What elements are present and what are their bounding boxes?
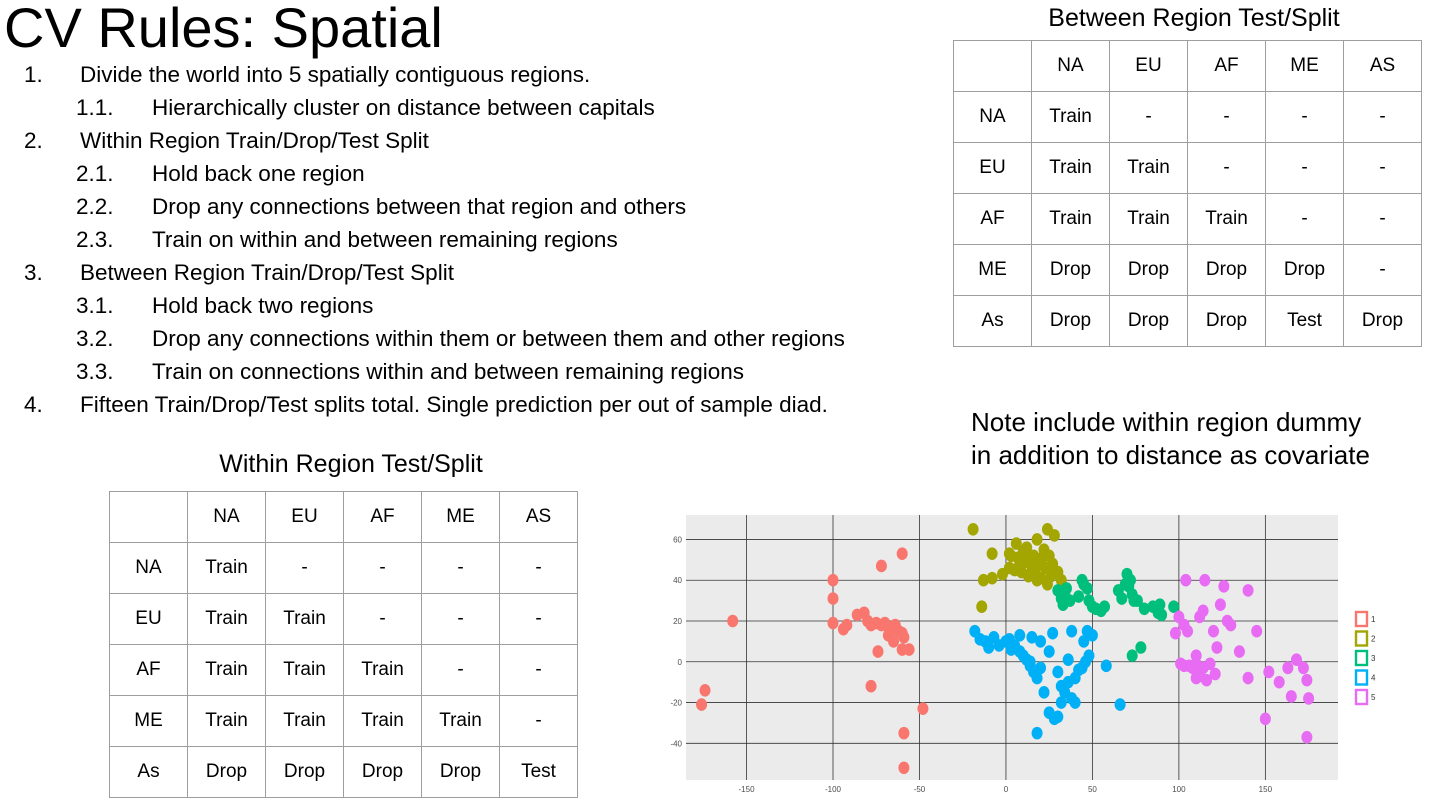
data-point-cluster-4 [1035, 662, 1046, 675]
table-header-cell: AF [1188, 41, 1266, 92]
rule-text: Hold back one region [152, 161, 365, 186]
data-point-cluster-1 [876, 560, 887, 573]
data-point-cluster-5 [1199, 574, 1210, 587]
table-cell: - [500, 696, 578, 747]
table-cell: - [344, 543, 422, 594]
legend-label-5: 5 [1371, 693, 1376, 702]
x-tick-label: 50 [1087, 785, 1097, 794]
rule-text: Drop any connections between that region and others [152, 194, 687, 219]
region-cluster-scatter-chart [660, 505, 1390, 805]
table-cell: Train [188, 594, 266, 645]
table-cell: - [1110, 92, 1188, 143]
data-point-cluster-2 [976, 600, 987, 613]
table-cell: - [1188, 92, 1266, 143]
table-row [954, 194, 1422, 245]
rule-number: 3. [24, 260, 43, 285]
data-point-cluster-1 [898, 727, 909, 740]
data-point-cluster-5 [1170, 627, 1181, 640]
table-header-cell: AS [500, 492, 578, 543]
table-row-label: EU [110, 594, 188, 645]
legend-label-2: 2 [1371, 634, 1376, 644]
table-row [110, 543, 578, 594]
table-row-label: EU [954, 143, 1032, 194]
table-row-label: ME [110, 696, 188, 747]
table-cell: Drop [1188, 245, 1266, 296]
table-cell: Train [266, 645, 344, 696]
table-row [954, 245, 1422, 296]
data-point-cluster-5 [1303, 692, 1314, 705]
data-point-cluster-5 [1298, 662, 1309, 675]
between-table-title: Between Region Test/Split [1048, 4, 1340, 32]
table-cell: - [422, 645, 500, 696]
data-point-cluster-2 [1032, 574, 1043, 587]
rule-number: 2. [24, 128, 43, 153]
table-cell: Train [1032, 143, 1110, 194]
rule-number: 2.2. [76, 194, 114, 219]
rule-text: Divide the world into 5 spatially contiguous regions. [80, 62, 591, 87]
table-cell: - [1266, 143, 1344, 194]
data-point-cluster-5 [1198, 605, 1209, 618]
table-cell: Train [344, 645, 422, 696]
rule-number: 1. [24, 62, 43, 87]
data-point-cluster-3 [1127, 649, 1138, 662]
data-point-cluster-1 [828, 617, 839, 630]
rule-text: Train on connections within and between remaining regions [152, 359, 745, 384]
table-cell: Train [266, 594, 344, 645]
data-point-cluster-5 [1260, 713, 1271, 726]
table-cell: - [1344, 194, 1422, 245]
data-point-cluster-5 [1208, 625, 1219, 638]
data-point-cluster-5 [1211, 641, 1222, 654]
rule-number: 3.2. [76, 326, 114, 351]
table-row-label: As [110, 747, 188, 798]
legend-label-4: 4 [1371, 673, 1376, 683]
data-point-cluster-2 [1032, 533, 1043, 546]
table-row [954, 143, 1422, 194]
table-row [110, 696, 578, 747]
table-header-cell [954, 41, 1032, 92]
table-cell: - [500, 594, 578, 645]
table-row [954, 296, 1422, 347]
data-point-cluster-1 [898, 631, 909, 644]
table-cell: Train [1188, 194, 1266, 245]
table-header-cell: AS [1344, 41, 1422, 92]
data-point-cluster-2 [1004, 547, 1015, 560]
table-cell: Train [266, 696, 344, 747]
table-cell: Train [188, 543, 266, 594]
data-point-cluster-4 [1032, 727, 1043, 740]
data-point-cluster-4 [1082, 625, 1093, 638]
data-point-cluster-4 [1052, 711, 1063, 724]
data-point-cluster-5 [1234, 645, 1245, 658]
data-point-cluster-5 [1215, 598, 1226, 611]
table-row [954, 92, 1422, 143]
within-region-table [109, 491, 578, 798]
x-tick-label: 0 [1003, 785, 1009, 794]
data-point-cluster-3 [1099, 600, 1110, 613]
data-point-cluster-5 [1225, 619, 1236, 632]
data-point-cluster-4 [1038, 686, 1049, 699]
data-point-cluster-5 [1173, 611, 1184, 624]
table-cell: Drop [188, 747, 266, 798]
table-cell: - [500, 645, 578, 696]
table-header-cell: ME [422, 492, 500, 543]
data-point-cluster-1 [904, 643, 915, 656]
y-tick-label: 20 [673, 617, 682, 626]
x-tick-label: 100 [1172, 785, 1186, 794]
data-point-cluster-2 [1049, 529, 1060, 542]
data-point-cluster-1 [828, 592, 839, 605]
legend-label-3: 3 [1371, 654, 1376, 663]
table-cell: Train [422, 696, 500, 747]
data-point-cluster-5 [1218, 580, 1229, 593]
y-tick-label: 0 [677, 657, 682, 667]
x-tick-label: -50 [913, 785, 926, 794]
table-cell: Train [1032, 194, 1110, 245]
data-point-cluster-3 [1061, 582, 1072, 595]
table-cell: - [1344, 92, 1422, 143]
rule-number: 2.3. [76, 227, 114, 252]
table-cell: Train [1110, 143, 1188, 194]
y-tick-label: 60 [673, 535, 682, 545]
legend-key-1 [1356, 612, 1367, 626]
x-tick-label: -100 [824, 785, 842, 794]
data-point-cluster-3 [1116, 592, 1127, 605]
table-row [110, 645, 578, 696]
data-point-cluster-4 [1115, 698, 1126, 711]
data-point-cluster-4 [1070, 696, 1081, 709]
data-point-cluster-5 [1301, 674, 1312, 687]
table-cell: Train [188, 645, 266, 696]
table-cell: Test [1266, 296, 1344, 347]
table-row-label: As [954, 296, 1032, 347]
data-point-cluster-4 [1052, 666, 1063, 679]
legend-label-1: 1 [1371, 615, 1376, 624]
data-point-cluster-1 [898, 761, 909, 774]
y-tick-label: -40 [670, 739, 682, 749]
data-point-cluster-4 [1006, 643, 1017, 656]
legend-key-5 [1356, 690, 1367, 704]
data-point-cluster-1 [866, 680, 877, 693]
data-point-cluster-1 [841, 619, 852, 632]
data-point-cluster-4 [1066, 625, 1077, 638]
y-tick-label: 40 [673, 576, 682, 586]
data-point-cluster-5 [1191, 649, 1202, 662]
data-point-cluster-3 [1156, 609, 1167, 622]
data-point-cluster-5 [1282, 662, 1293, 675]
table-cell: - [1266, 92, 1344, 143]
data-point-cluster-4 [1025, 655, 1036, 668]
rule-number: 3.3. [76, 359, 114, 384]
rule-number: 2.1. [76, 161, 114, 186]
data-point-cluster-1 [897, 547, 908, 560]
rule-text: Train on within and between remaining regions [152, 227, 618, 252]
table-cell: - [1188, 143, 1266, 194]
data-point-cluster-1 [828, 574, 839, 587]
data-point-cluster-2 [987, 572, 998, 585]
data-point-cluster-5 [1210, 668, 1221, 681]
table-cell: Drop [1110, 245, 1188, 296]
table-cell: Drop [1032, 296, 1110, 347]
table-cell: - [1266, 194, 1344, 245]
data-point-cluster-3 [1125, 574, 1136, 587]
table-cell: - [344, 594, 422, 645]
between-region-table [953, 40, 1422, 347]
x-tick-label: -150 [738, 785, 755, 794]
table-cell: Drop [1188, 296, 1266, 347]
rule-text: Drop any connections within them or between them and other regions [152, 326, 845, 351]
table-cell: Drop [266, 747, 344, 798]
table-cell: Train [1032, 92, 1110, 143]
note-line-2: in addition to distance as covariate [971, 440, 1370, 470]
data-point-cluster-1 [696, 698, 707, 711]
table-row-label: AF [110, 645, 188, 696]
data-point-cluster-3 [1082, 582, 1093, 595]
table-cell: - [422, 594, 500, 645]
rule-number: 3.1. [76, 293, 114, 318]
table-cell: Drop [1110, 296, 1188, 347]
table-cell: Drop [344, 747, 422, 798]
data-point-cluster-5 [1251, 625, 1262, 638]
table-row [110, 747, 578, 798]
table-header-cell: AF [344, 492, 422, 543]
data-point-cluster-1 [917, 702, 928, 715]
rule-text: Hold back two regions [152, 293, 374, 318]
data-point-cluster-1 [727, 615, 738, 628]
table-header-cell [110, 492, 188, 543]
data-point-cluster-1 [883, 629, 894, 642]
table-cell: Drop [422, 747, 500, 798]
data-point-cluster-5 [1274, 676, 1285, 689]
data-point-cluster-4 [1101, 660, 1112, 673]
table-cell: Train [188, 696, 266, 747]
table-row-label: NA [954, 92, 1032, 143]
data-point-cluster-4 [1056, 696, 1067, 709]
y-tick-label: -20 [670, 698, 682, 708]
data-point-cluster-5 [1243, 672, 1254, 685]
data-point-cluster-4 [1044, 645, 1055, 658]
data-point-cluster-4 [1047, 627, 1058, 640]
data-point-cluster-1 [700, 684, 711, 697]
table-cell: Drop [1344, 296, 1422, 347]
legend-key-3 [1356, 651, 1367, 665]
table-header-cell: NA [1032, 41, 1110, 92]
table-cell: Train [1110, 194, 1188, 245]
legend-key-4 [1356, 671, 1367, 685]
table-cell: Train [344, 696, 422, 747]
data-point-cluster-2 [987, 547, 998, 560]
table-cell: - [422, 543, 500, 594]
table-row-label: AF [954, 194, 1032, 245]
data-point-cluster-4 [1083, 649, 1094, 662]
data-point-cluster-5 [1263, 666, 1274, 679]
rule-text: Between Region Train/Drop/Test Split [80, 260, 454, 285]
table-cell: - [1344, 143, 1422, 194]
data-point-cluster-4 [1026, 631, 1037, 644]
table-cell: - [500, 543, 578, 594]
data-point-cluster-5 [1286, 690, 1297, 703]
rule-number: 1.1. [76, 95, 114, 120]
table-cell: Drop [1032, 245, 1110, 296]
rule-text: Hierarchically cluster on distance between capitals [152, 95, 655, 120]
table-header-cell: NA [188, 492, 266, 543]
table-cell: Test [500, 747, 578, 798]
data-point-cluster-4 [1063, 653, 1074, 666]
table-row-label: ME [954, 245, 1032, 296]
data-point-cluster-1 [872, 645, 883, 658]
data-point-cluster-4 [1014, 629, 1025, 642]
data-point-cluster-3 [1135, 641, 1146, 654]
within-table-title: Within Region Test/Split [219, 450, 483, 478]
rule-text: Fifteen Train/Drop/Test splits total. Single prediction per out of sample diad. [80, 392, 828, 417]
rule-text: Within Region Train/Drop/Test Split [80, 128, 429, 153]
data-point-cluster-3 [1073, 590, 1084, 603]
x-tick-label: 150 [1258, 785, 1273, 794]
data-point-cluster-2 [968, 523, 979, 536]
covariate-note [971, 406, 1370, 472]
data-point-cluster-5 [1243, 584, 1254, 597]
table-header-row [954, 41, 1422, 92]
table-header-row [110, 492, 578, 543]
table-row [110, 594, 578, 645]
table-header-cell: ME [1266, 41, 1344, 92]
legend-key-2 [1356, 632, 1367, 646]
table-header-cell: EU [266, 492, 344, 543]
table-row-label: NA [110, 543, 188, 594]
table-header-cell: EU [1110, 41, 1188, 92]
data-point-cluster-5 [1301, 731, 1312, 744]
table-cell: - [266, 543, 344, 594]
data-point-cluster-2 [1047, 558, 1058, 571]
note-line-1: Note include within region dummy [971, 407, 1362, 437]
table-cell: - [1344, 245, 1422, 296]
data-point-cluster-5 [1191, 672, 1202, 685]
rule-number: 4. [24, 392, 43, 417]
table-cell: Drop [1266, 245, 1344, 296]
slide-title: CV Rules: Spatial [4, 0, 443, 59]
data-point-cluster-5 [1180, 574, 1191, 587]
data-point-cluster-5 [1175, 658, 1186, 671]
